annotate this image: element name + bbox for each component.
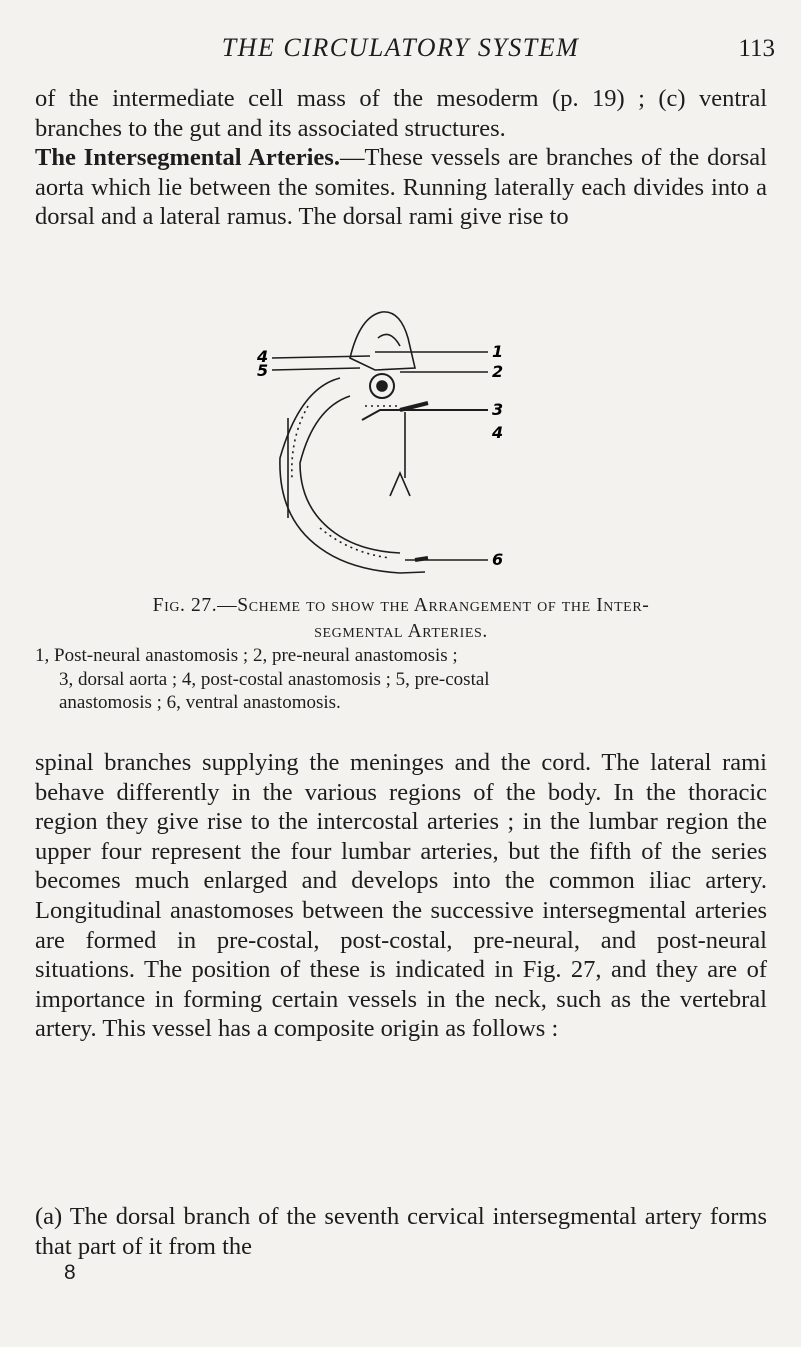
label-4-left: 4: [257, 347, 269, 366]
paragraph-vertebral-origin: (a) The dorsal branch of the seventh cervical intersegmental artery forms that part of it from the: [35, 1203, 767, 1260]
signature-mark: 8: [64, 1261, 76, 1284]
page-number: 113: [738, 35, 775, 62]
paragraph-spinal-branches: spinal branches supplying the meninges and the cord. The lateral rami behave differently in the various regions of the body. In the thoracic region they give rise to the intercostal arteries ; in the lumbar region the upper four represent the four lumbar arteries, but the fifth of the series becomes much enlarged and develops into the common iliac artery. Longitudinal anastomoses between the successive intersegmental arteries are formed in pre-costal, post-costal, pre-neural, and post-neural situations. The position of these is indicated in Fig. 27, and they are of importance in forming certain vessels in the neck, such as the vertebral artery. This vessel has a composite origin as follows :: [35, 749, 767, 1043]
label-1: 1: [492, 342, 504, 361]
figure-legend: [35, 644, 767, 715]
running-title: THE CIRCULATORY SYSTEM: [221, 33, 580, 62]
figure-caption: [35, 593, 767, 645]
paragraph-intersegmental: [35, 143, 767, 232]
label-2: 2: [492, 362, 504, 381]
label-5-left: 5: [257, 361, 269, 380]
paragraph-body: —These vessels are branches of the dorsal aorta which lie between the somites. Running laterally each divides into a dorsal and a lateral ramus. The dorsal rami give rise to: [35, 144, 767, 231]
label-6: 6: [492, 550, 504, 569]
legend-line-2: 3, dorsal aorta ; 4, post-costal anastomosis ; 5, pre-costal: [59, 668, 490, 690]
neural-tube: [350, 312, 415, 370]
section-heading: The Intersegmental Arteries.: [35, 144, 340, 171]
caption-line-1: Fig. 27.—Scheme to show the Arrangement of the Inter-: [152, 595, 650, 616]
page-header: [0, 33, 801, 67]
figure-27-diagram: [250, 308, 530, 583]
paragraph-continuation: of the intermediate cell mass of the mesoderm (p. 19) ; (c) ventral branches to the gut and its associated structures.: [35, 85, 767, 142]
legend-line-1: 1, Post-neural anastomosis ; 2, pre-neural anastomosis ;: [35, 645, 458, 666]
legend-line-3: anastomosis ; 6, ventral anastomosis.: [59, 692, 341, 713]
intersegmental-arteries-scheme: [250, 308, 530, 583]
caption-line-2: segmental Arteries.: [314, 621, 488, 642]
label-4-right: 4: [492, 423, 504, 442]
label-3: 3: [492, 400, 504, 419]
body-wall-inner: [300, 396, 400, 553]
